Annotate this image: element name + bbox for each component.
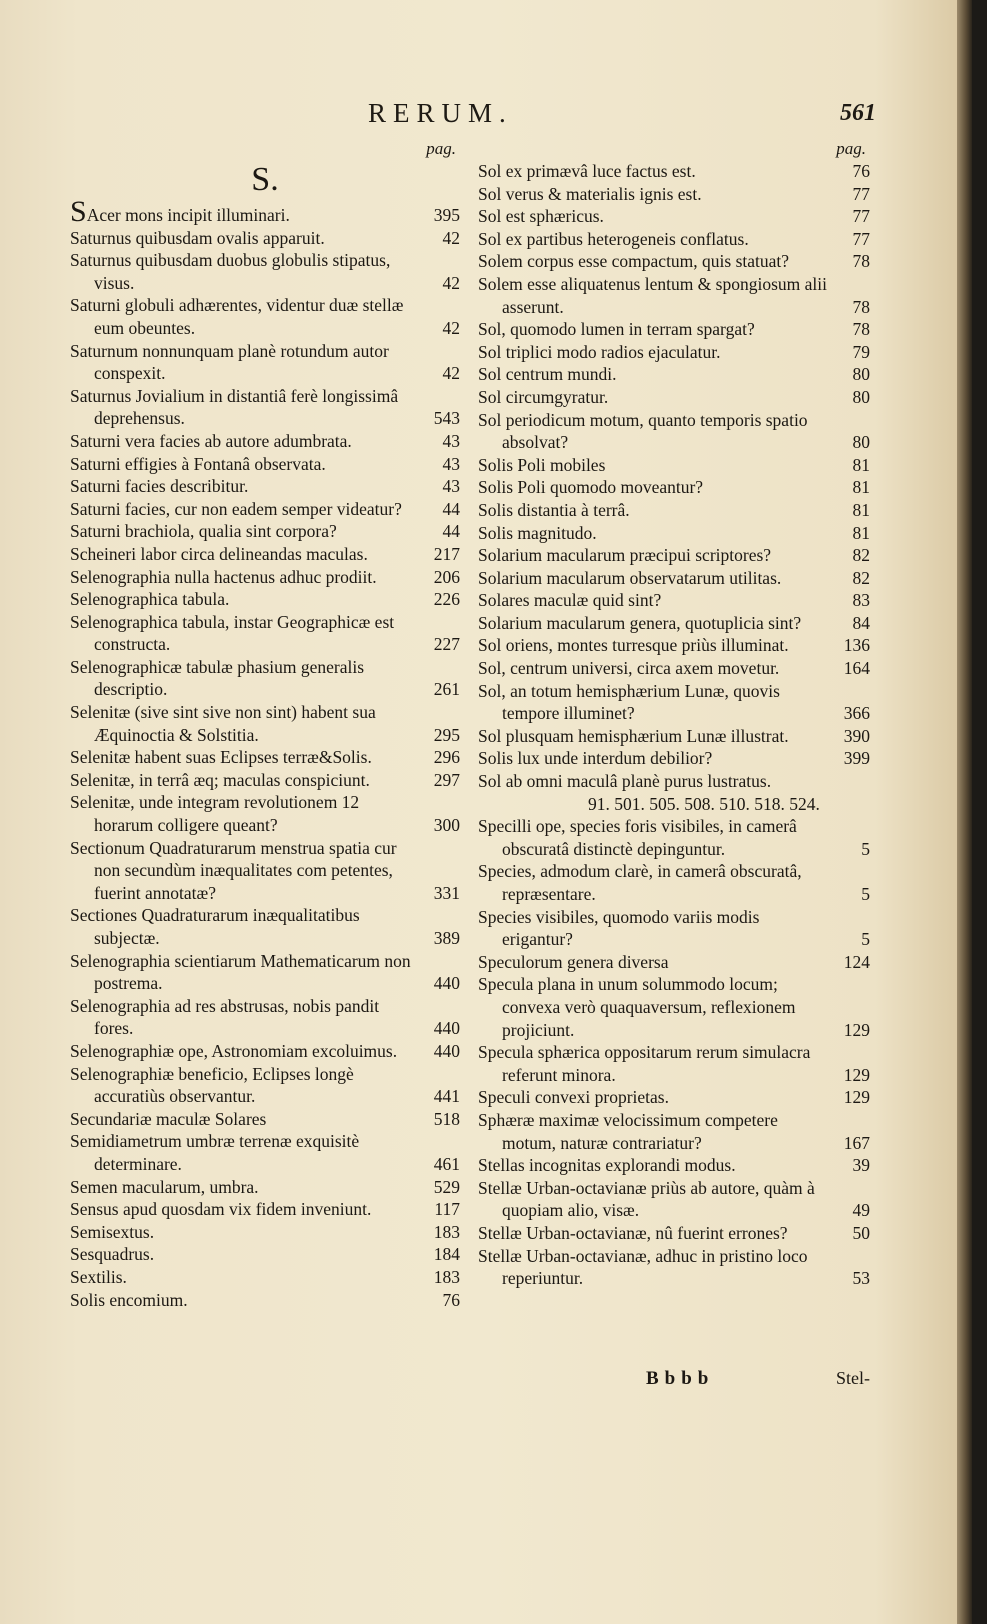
- entry-page-ref: 77: [852, 206, 870, 227]
- index-entry: [478, 1154, 870, 1177]
- book-spine-edge: [957, 0, 972, 1624]
- entry-page-ref: 543: [433, 408, 460, 429]
- entry-text: Solis Poli quomodo moveantur?: [478, 477, 704, 498]
- entry-text: Speculorum genera diversa: [478, 951, 669, 972]
- entry-page-ref: 129: [843, 1019, 870, 1040]
- index-entry: [70, 520, 460, 543]
- entry-page-ref: 84: [852, 612, 870, 633]
- entry-page-ref: 296: [433, 747, 460, 768]
- entry-page-ref: 44: [442, 521, 460, 542]
- entry-text: Sol plusquam hemisphærium Lunæ illustrat.: [478, 725, 789, 746]
- entry-text: Selenographicæ tabulæ phasium generalis descriptio.: [70, 656, 365, 700]
- entry-page-ref: 5: [861, 929, 870, 950]
- entry-page-ref: 440: [433, 1018, 460, 1039]
- entry-page-ref: 44: [442, 498, 460, 519]
- entry-text: Specilli ope, species foris visibiles, in camerâ obscuratâ distinctè depinguntur.: [478, 816, 797, 859]
- entry-text: Selenitæ, unde integram revolutionem 12 horarum colligere queant?: [70, 792, 360, 836]
- catchword: Stel-: [836, 1368, 870, 1388]
- entry-text: Selenographica tabula.: [70, 589, 230, 610]
- entry-text: Stellæ Urban-octavianæ, adhuc in pristino loco reperiuntur.: [478, 1245, 808, 1289]
- index-entry: [70, 227, 460, 250]
- entry-text: Solis lux unde interdum debilior?: [478, 748, 713, 769]
- entry-page-ref: 117: [434, 1199, 460, 1220]
- entry-page-ref: 81: [852, 522, 870, 543]
- index-entry: [478, 657, 870, 680]
- entry-page-ref: 53: [852, 1268, 870, 1289]
- index-entry: [478, 680, 870, 725]
- entry-page-ref: 295: [433, 724, 460, 745]
- pag-label: pag.: [426, 139, 456, 158]
- entry-page-ref: 129: [843, 1064, 870, 1085]
- entry-page-ref: 440: [433, 1040, 460, 1061]
- entry-text: Sextilis.: [70, 1266, 127, 1287]
- index-entry: [478, 318, 870, 341]
- entry-text: SAcer mons incipit illuminari.: [70, 195, 290, 228]
- entry-page-ref: 42: [442, 317, 460, 338]
- index-entry: [70, 1130, 460, 1175]
- index-entry: [70, 453, 460, 476]
- entry-page-ref: 183: [433, 1266, 460, 1287]
- index-entry: [70, 588, 460, 611]
- entry-text: Solarium macularum observatarum utilitas.: [478, 567, 782, 588]
- index-entry: [70, 1221, 460, 1244]
- index-entry: [70, 475, 460, 498]
- entry-page-ref: 81: [852, 477, 870, 498]
- pag-label: pag.: [836, 139, 866, 158]
- entry-page-ref: 183: [433, 1221, 460, 1242]
- entry-text: Solem corpus esse compactum, quis statuat?: [478, 251, 790, 272]
- entry-page-ref: 43: [442, 430, 460, 451]
- entry-text: Sol verus & materialis ignis est.: [478, 183, 702, 204]
- entry-page-ref: 164: [843, 658, 870, 679]
- entry-text: Selenitæ habent suas Eclipses terræ&Solis.: [70, 747, 372, 768]
- entry-text: Sphæræ maximæ velocissimum competere motum, naturæ contrariatur?: [478, 1109, 778, 1153]
- entry-page-ref: 76: [852, 161, 870, 181]
- entry-text: Solares maculæ quid sint?: [478, 590, 662, 611]
- entry-text: Saturni facies describitur.: [70, 476, 249, 497]
- signature-mark: Bbbb: [646, 1368, 715, 1389]
- index-entry: [70, 294, 460, 339]
- page-footer: [478, 1368, 870, 1394]
- index-entry: [478, 973, 870, 1041]
- index-entry: [478, 341, 870, 364]
- index-entry: [70, 611, 460, 656]
- entry-text: Sesquadrus.: [70, 1244, 155, 1265]
- entry-text: Sol ex partibus heterogeneis conflatus.: [478, 228, 749, 249]
- entry-page-refs-line: 91. 501. 505. 508. 510. 518. 524.: [588, 793, 820, 814]
- index-column-right: [478, 138, 870, 1290]
- index-entry: [478, 612, 870, 635]
- entry-page-ref: 129: [843, 1087, 870, 1108]
- entry-page-ref: 81: [852, 499, 870, 520]
- entry-page-ref: 440: [433, 973, 460, 994]
- index-entry: [70, 701, 460, 746]
- index-entry: [70, 1243, 460, 1266]
- entry-page-ref: 390: [843, 725, 870, 746]
- entry-text: Stellæ Urban-octavianæ priùs ab autore, quàm à quopiam alio, visæ.: [478, 1177, 815, 1221]
- entry-text: Saturnus quibusdam ovalis apparuit.: [70, 227, 325, 248]
- index-entry: [70, 1176, 460, 1199]
- entry-page-ref: 226: [433, 589, 460, 610]
- entry-text: Selenographica tabula, instar Geographicæ est constructa.: [70, 611, 395, 655]
- entry-text: Saturni facies, cur non eadem semper videatur?: [70, 498, 402, 519]
- entry-text: Selenographia ad res abstrusas, nobis pandit fores.: [70, 995, 380, 1039]
- entry-text: Sol est sphæricus.: [478, 206, 604, 227]
- index-entry: [478, 747, 870, 770]
- entry-text: Solis distantia à terrâ.: [478, 499, 630, 520]
- index-entry: [70, 950, 460, 995]
- index-entry: [478, 567, 870, 590]
- index-entries-right: [478, 160, 870, 1290]
- entry-page-ref: 82: [852, 567, 870, 588]
- index-entry: [478, 228, 870, 251]
- entry-text: Sol oriens, montes turresque priùs illuminat.: [478, 635, 789, 656]
- index-entry: [478, 1109, 870, 1154]
- entry-text: Selenitæ (sive sint sive non sint) habent sua Æquinoctia & Solstitia.: [70, 702, 376, 745]
- index-entry: [70, 791, 460, 836]
- index-entry: [478, 1041, 870, 1086]
- entry-page-ref: 5: [861, 884, 870, 904]
- entry-text: Stellæ Urban-octavianæ, nû fuerint errones?: [478, 1222, 788, 1243]
- entry-text: Sol periodicum motum, quanto temporis spatio absolvat?: [478, 409, 808, 453]
- index-entry: [70, 195, 460, 228]
- entry-text: Saturni globuli adhærentes, videntur duæ stellæ eum obeuntes.: [70, 295, 404, 338]
- index-entry: [70, 498, 460, 521]
- entry-page-ref: 529: [433, 1176, 460, 1197]
- entry-page-ref: 77: [852, 228, 870, 249]
- entry-page-ref: 42: [442, 272, 460, 293]
- entry-page-ref: 389: [433, 928, 460, 948]
- index-entry: [70, 1289, 460, 1312]
- index-entry: [70, 430, 460, 453]
- index-entry: [478, 499, 870, 522]
- entry-page-ref: 124: [843, 951, 870, 972]
- entry-text: Selenitæ, in terrâ æq; maculas conspiciunt.: [70, 769, 370, 790]
- entry-page-ref: 167: [843, 1132, 870, 1153]
- index-entry: [70, 1040, 460, 1063]
- entry-text: Solem esse aliquatenus lentum & spongiosum alii asserunt.: [478, 273, 827, 317]
- index-entry: [70, 249, 460, 294]
- index-entry: [478, 160, 870, 183]
- entry-text: Scheineri labor circa delineandas maculas.: [70, 543, 368, 564]
- index-entry: [478, 454, 870, 477]
- entry-text: Solis Poli mobiles: [478, 454, 606, 475]
- entry-page-ref: 206: [433, 566, 460, 587]
- index-entry: [70, 769, 460, 792]
- entry-text: Sol ex primævâ luce factus est.: [478, 161, 696, 181]
- entry-text: Sectionum Quadraturarum menstrua spatia cur non secundùm inæqualitates com petentes, fuerint annotatæ?: [70, 837, 397, 903]
- index-entry: [478, 951, 870, 974]
- entry-page-ref: 78: [852, 319, 870, 340]
- index-entry: [478, 815, 870, 860]
- index-entry: [478, 250, 870, 273]
- index-entry: [70, 837, 460, 905]
- index-entry: [478, 1222, 870, 1245]
- entry-page-ref: 78: [852, 296, 870, 317]
- index-entry: [70, 746, 460, 769]
- index-entry: [478, 634, 870, 657]
- entry-page-ref: 80: [852, 432, 870, 453]
- entry-text: Solarium macularum genera, quotuplicia sint?: [478, 612, 802, 633]
- entry-page-ref: 83: [852, 590, 870, 611]
- entry-text: Saturnus Jovialium in distantiâ ferè longissimâ deprehensus.: [70, 385, 399, 429]
- index-entry: [478, 1177, 870, 1222]
- index-entry: [478, 183, 870, 206]
- entry-text: Species visibiles, quomodo variis modis erigantur?: [478, 906, 760, 950]
- index-entry: [70, 385, 460, 430]
- entry-text: Semen macularum, umbra.: [70, 1176, 259, 1197]
- entry-text: Saturni vera facies ab autore adumbrata.: [70, 430, 352, 451]
- entry-page-ref: 76: [442, 1289, 460, 1310]
- entry-page-ref: 82: [852, 545, 870, 566]
- entry-page-ref: 49: [852, 1200, 870, 1221]
- index-entry: [478, 770, 870, 793]
- index-entries-left: [70, 195, 460, 1311]
- entry-text: Stellas incognitas explorandi modus.: [478, 1155, 736, 1176]
- entry-page-ref: 217: [433, 543, 460, 564]
- index-entry: [478, 1245, 870, 1290]
- entry-page-ref: 80: [852, 386, 870, 407]
- page-header: [0, 98, 972, 132]
- index-entry: [478, 544, 870, 567]
- entry-page-ref: 399: [843, 748, 870, 769]
- index-entry: [478, 725, 870, 748]
- entry-page-ref: 227: [433, 634, 460, 655]
- index-entry: [478, 476, 870, 499]
- entry-page-ref: 81: [852, 454, 870, 475]
- entry-page-ref: 441: [433, 1086, 460, 1107]
- entry-text: Semidiametrum umbræ terrenæ exquisitè determinare.: [70, 1131, 360, 1174]
- entry-text: Solis encomium.: [70, 1289, 188, 1310]
- entry-text: Sol ab omni maculâ planè purus lustratus.: [478, 771, 772, 792]
- entry-text: Saturnus quibusdam duobus globulis stipatus, visus.: [70, 250, 391, 293]
- index-entry: [70, 1063, 460, 1108]
- entry-page-ref: 42: [442, 227, 460, 248]
- index-entry: [70, 904, 460, 949]
- entry-page-ref: 42: [442, 363, 460, 384]
- index-entry: [478, 273, 870, 318]
- entry-text: Sol, quomodo lumen in terram spargat?: [478, 319, 755, 340]
- index-entry: [478, 1086, 870, 1109]
- entry-text: Sensus apud quosdam vix fidem inveniunt.: [70, 1199, 372, 1220]
- entry-text: Speculi convexi proprietas.: [478, 1087, 669, 1108]
- index-entry: [70, 566, 460, 589]
- entry-page-ref: 77: [852, 183, 870, 204]
- entry-text: Solarium macularum præcipui scriptores?: [478, 545, 772, 566]
- entry-text: Secundariæ maculæ Solares: [70, 1108, 267, 1129]
- index-entry: [70, 995, 460, 1040]
- index-entry: [478, 522, 870, 545]
- entry-page-ref: 331: [433, 882, 460, 903]
- index-entry: [70, 1266, 460, 1289]
- entry-text: Selenographia scientiarum Mathematicarum non postrema.: [70, 950, 411, 994]
- entry-page-ref: 5: [861, 838, 870, 859]
- index-entry: [70, 340, 460, 385]
- index-entry: [70, 543, 460, 566]
- entry-page-ref: 461: [433, 1153, 460, 1174]
- index-entry: [478, 205, 870, 228]
- entry-page-ref: 136: [843, 635, 870, 656]
- entry-page-ref: 395: [433, 205, 460, 225]
- entry-text: Selenographia nulla hactenus adhuc prodiit.: [70, 566, 377, 587]
- entry-page-ref: 43: [442, 476, 460, 497]
- entry-page-ref: 80: [852, 364, 870, 385]
- index-entry: [478, 906, 870, 951]
- index-entry: [70, 1198, 460, 1221]
- index-entry: [478, 409, 870, 454]
- entry-text: Sol centrum mundi.: [478, 364, 617, 385]
- entry-text: Sol triplici modo radios ejaculatur.: [478, 341, 721, 362]
- index-entry: [478, 386, 870, 409]
- entry-text: Selenographiæ beneficio, Eclipses longè accuratiùs observantur.: [70, 1063, 354, 1107]
- index-entry: [478, 589, 870, 612]
- entry-page-ref: 261: [433, 679, 460, 700]
- section-letter: S.: [251, 161, 279, 198]
- running-title: RERUM.: [368, 98, 513, 128]
- entry-text: Species, admodum clarè, in camerâ obscuratâ, repræsentare.: [478, 861, 802, 904]
- entry-page-ref: 39: [852, 1155, 870, 1176]
- entry-page-ref: 297: [433, 769, 460, 790]
- entry-text: Saturnum nonnunquam planè rotundum autor conspexit.: [70, 340, 389, 384]
- entry-text: Semisextus.: [70, 1221, 155, 1242]
- entry-text: Sectiones Quadraturarum inæqualitatibus subjectæ.: [70, 905, 360, 948]
- index-entry: [478, 860, 870, 905]
- entry-text: Sol, an totum hemisphærium Lunæ, quovis tempore illuminet?: [478, 680, 780, 724]
- entry-page-ref: 50: [852, 1222, 870, 1243]
- entry-text: Saturni brachiola, qualia sint corpora?: [70, 521, 337, 542]
- entry-page-ref: 43: [442, 453, 460, 474]
- entry-page-ref: 184: [433, 1244, 460, 1265]
- entry-text: Solis magnitudo.: [478, 522, 597, 543]
- entry-text: Selenographiæ ope, Astronomiam excoluimus.: [70, 1040, 398, 1061]
- entry-page-ref: 366: [843, 703, 870, 724]
- entry-text: Sol circumgyratur.: [478, 386, 609, 407]
- entry-page-ref: 78: [852, 251, 870, 272]
- page-number: 561: [840, 100, 876, 126]
- entry-text: Specula plana in unum solummodo locum; convexa verò quaquaversum, reflexionem projiciunt.: [478, 974, 796, 1040]
- index-entry: [478, 363, 870, 386]
- entry-text: Specula sphærica oppositarum rerum simulacra referunt minora.: [478, 1042, 811, 1085]
- index-column-left: [70, 138, 460, 1311]
- entry-page-ref: 518: [433, 1108, 460, 1129]
- entry-page-ref: 79: [852, 341, 870, 362]
- entry-text: Saturni effigies à Fontanâ observata.: [70, 453, 326, 474]
- index-entry: [70, 1108, 460, 1131]
- entry-page-ref: 300: [433, 815, 460, 836]
- index-entry: [70, 656, 460, 701]
- entry-text: Sol, centrum universi, circa axem movetur.: [478, 658, 780, 679]
